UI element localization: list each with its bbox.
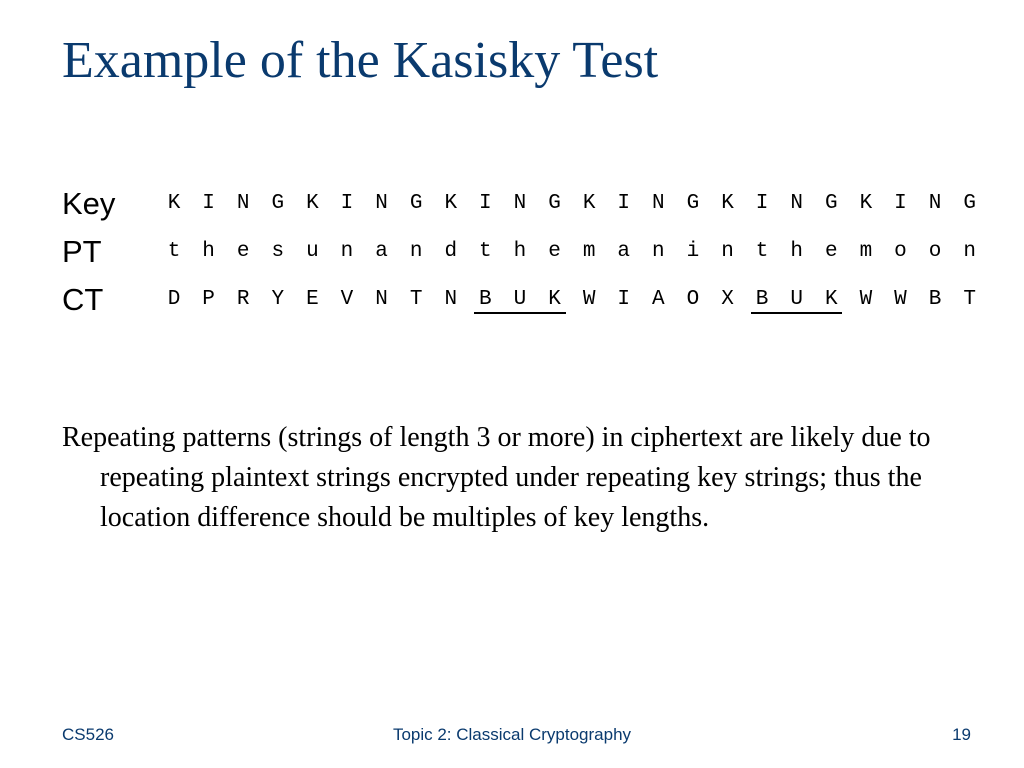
sequence-letter: P (202, 288, 215, 311)
key-row-label: Key (62, 186, 116, 221)
sequence-letter: I (617, 288, 631, 311)
sequence-letter: h (790, 240, 803, 263)
sequence-letter: B (928, 288, 942, 311)
sequence-letter: X (721, 288, 734, 311)
sequence-letter: B (479, 288, 492, 311)
plaintext-row (62, 230, 982, 278)
sequence-letter: G (409, 192, 423, 215)
sequence-letter: D (167, 288, 181, 311)
plaintext-row-label: PT (62, 234, 102, 269)
sequence-letter: i (686, 240, 700, 263)
sequence-letter: U (513, 288, 527, 311)
sequence-letter: N (928, 192, 942, 215)
sequence-letter: K (167, 192, 181, 215)
repeat-pattern-underline (751, 312, 842, 314)
sequence-letter: N (236, 192, 250, 215)
sequence-letter: N (513, 192, 527, 215)
sequence-letter: d (444, 240, 458, 263)
sequence-letter: t (167, 240, 181, 263)
sequence-letter: e (548, 240, 561, 263)
sequence-letter: I (479, 192, 492, 215)
ciphertext-row-sequence (165, 278, 979, 322)
sequence-letter: K (859, 192, 873, 215)
sequence-letter: O (686, 288, 700, 311)
sequence-letter: A (652, 288, 665, 311)
sequence-letter: u (306, 240, 319, 263)
sequence-letter: B (755, 288, 769, 311)
sequence-letter: K (582, 192, 596, 215)
sequence-letter: K (444, 192, 458, 215)
sequence-letter: N (652, 192, 665, 215)
sequence-letter: N (790, 192, 803, 215)
sequence-letter: a (617, 240, 631, 263)
sequence-letter: G (548, 192, 561, 215)
sequence-letter: I (617, 192, 631, 215)
plaintext-row-sequence (165, 230, 979, 274)
sequence-letter: n (409, 240, 423, 263)
sequence-letter: e (824, 240, 838, 263)
sequence-letter: W (859, 288, 873, 311)
sequence-letter: s (271, 240, 285, 263)
sequence-letter: U (790, 288, 803, 311)
sequence-letter: N (375, 192, 388, 215)
sequence-letter: h (513, 240, 527, 263)
footer-page-number: 19 (952, 725, 971, 744)
sequence-letter: I (340, 192, 354, 215)
sequence-letter: W (582, 288, 596, 311)
sequence-letter: a (375, 240, 388, 263)
sequence-letter: K (824, 288, 838, 311)
sequence-letter: T (963, 288, 976, 311)
sequence-letter: o (928, 240, 942, 263)
sequence-letter: K (548, 288, 561, 311)
sequence-letter: I (894, 192, 907, 215)
sequence-letter: I (755, 192, 769, 215)
sequence-letter: I (202, 192, 215, 215)
sequence-letter: G (271, 192, 285, 215)
sequence-letter: V (340, 288, 354, 311)
sequence-letter: K (306, 192, 319, 215)
footer-course: CS526 (62, 725, 114, 744)
sequence-letter: n (963, 240, 976, 263)
key-row (62, 182, 982, 230)
sequence-letter: E (306, 288, 319, 311)
cipher-table (62, 182, 982, 326)
sequence-letter: n (340, 240, 354, 263)
sequence-letter: Y (271, 288, 285, 311)
sequence-letter: h (202, 240, 215, 263)
sequence-letter: R (236, 288, 250, 311)
sequence-letter: N (444, 288, 458, 311)
sequence-letter: m (859, 240, 873, 263)
sequence-letter: t (755, 240, 769, 263)
sequence-letter: t (479, 240, 492, 263)
slide-title: Example of the Kasisky Test (62, 32, 659, 89)
explanation-paragraph: Repeating patterns (strings of length 3 or more) in ciphertext are likely due to repeating plaintext strings encrypted under repeating key strings; thus the location difference should be multiples of key lengths. (62, 422, 931, 533)
footer-topic: Topic 2: Classical Cryptography (392, 725, 632, 744)
sequence-letter: e (236, 240, 250, 263)
repeat-pattern-underline (474, 312, 566, 314)
sequence-letter: N (375, 288, 388, 311)
ciphertext-row-label: CT (62, 282, 104, 317)
sequence-letter: m (582, 240, 596, 263)
sequence-letter: G (686, 192, 700, 215)
sequence-letter: W (894, 288, 907, 311)
sequence-letter: n (652, 240, 665, 263)
sequence-letter: o (894, 240, 907, 263)
sequence-letter: T (409, 288, 423, 311)
ciphertext-row (62, 278, 982, 326)
sequence-letter: G (824, 192, 838, 215)
key-row-sequence (165, 182, 979, 226)
sequence-letter: G (963, 192, 976, 215)
sequence-letter: n (721, 240, 734, 263)
sequence-letter: K (721, 192, 734, 215)
